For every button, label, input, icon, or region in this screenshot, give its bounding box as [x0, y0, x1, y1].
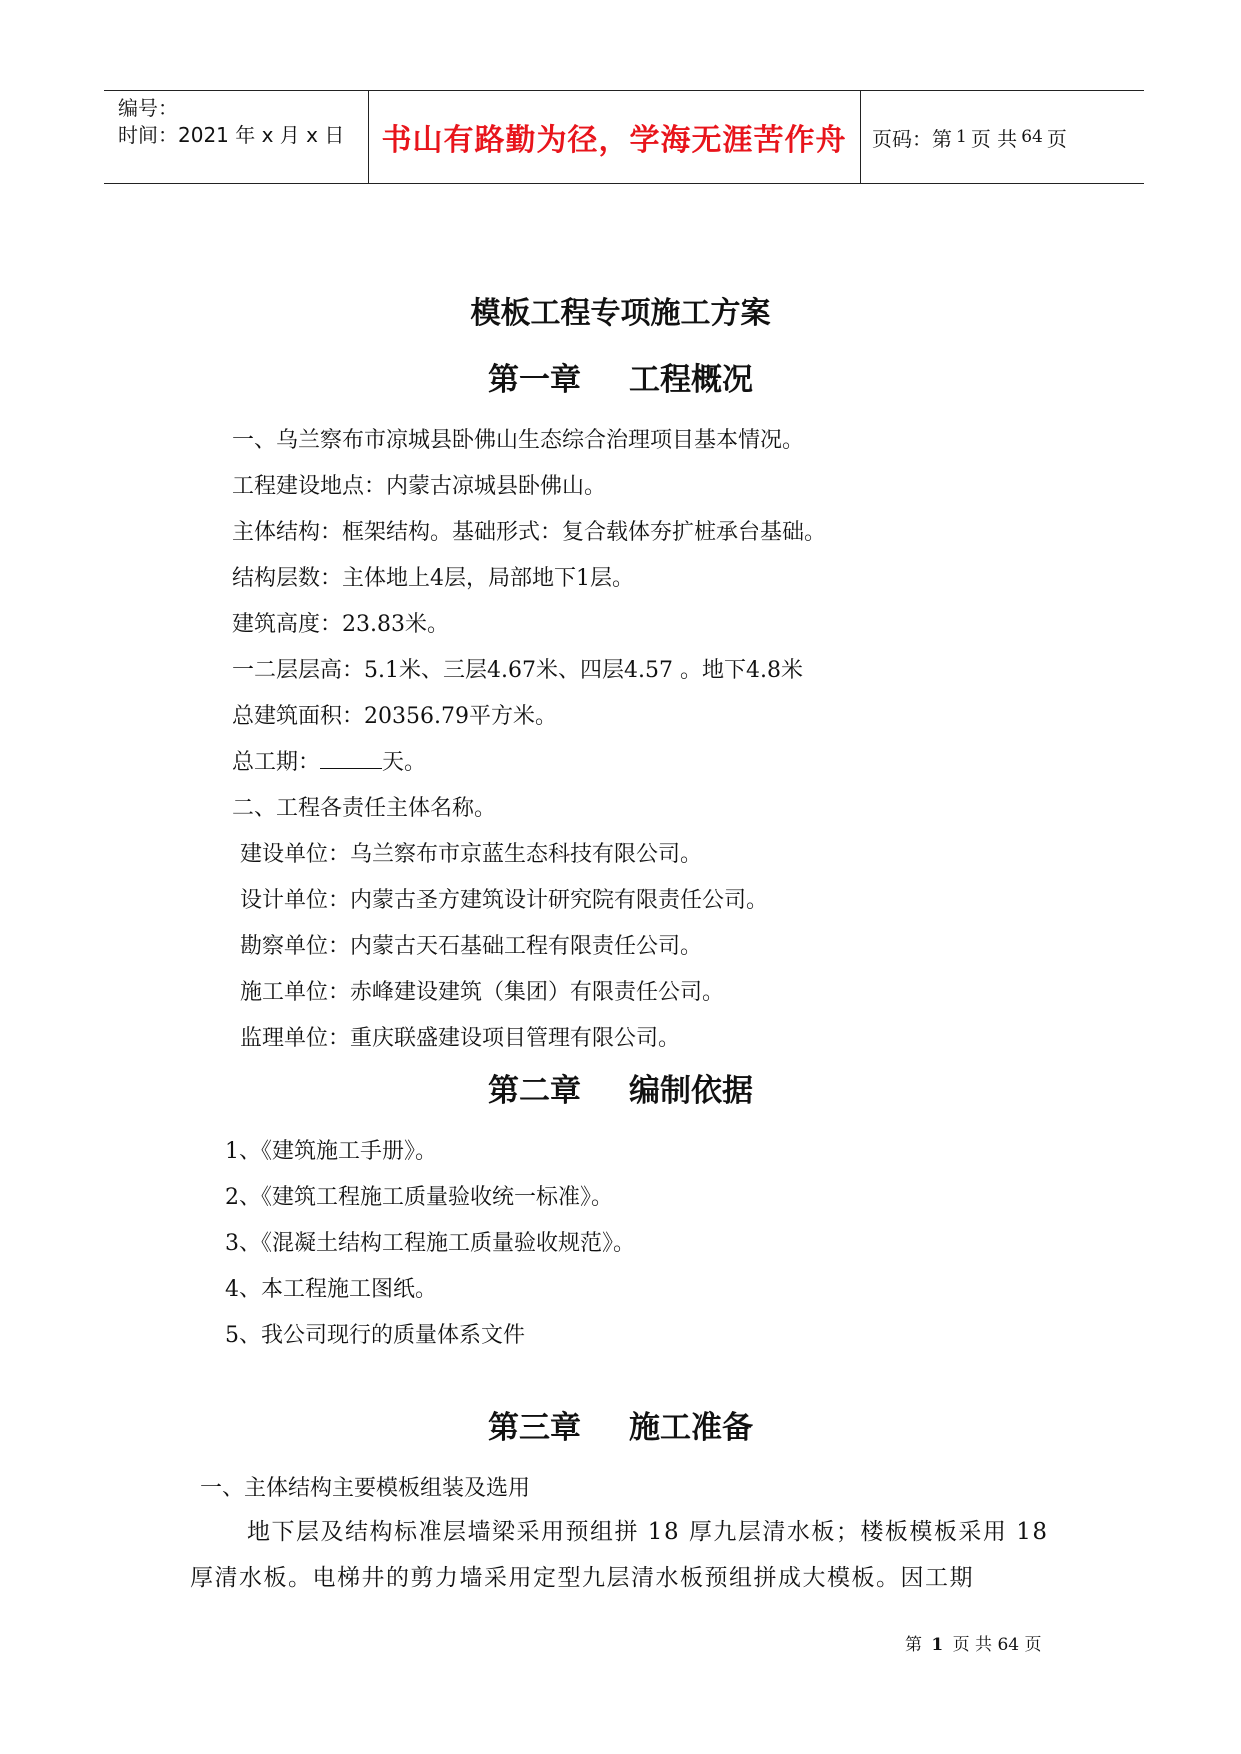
chapter-1-num: 第一章: [488, 362, 581, 398]
page-suffix: 页: [1046, 126, 1067, 151]
basis-item-5: 5、我公司现行的质量体系文件: [225, 1323, 525, 1348]
basis-item-1: 1、《建筑施工手册》。: [225, 1139, 437, 1164]
basis-item-3: 3、《混凝土结构工程施工质量验收规范》。: [225, 1231, 635, 1256]
chapter-3-name: 施工准备: [629, 1410, 753, 1446]
header-divider-right: [860, 91, 861, 183]
overview-line-5: 建筑高度：23.83米。: [232, 612, 449, 637]
footer-total: 64: [997, 1635, 1020, 1655]
overview-line-13: 施工单位：赤峰建设建筑（集团）有限责任公司。: [240, 980, 725, 1005]
total-period-blank: [320, 748, 382, 769]
chapter-2-heading: [0, 1065, 1241, 1110]
chapter-1-name: 工程概况: [629, 362, 753, 398]
prep-paragraph: 地下层及结构标准层墙梁采用预组拼 18 厚九层清水板；楼板模板采用 18 厚清水板。电梯井的剪力墙采用定型九层清水板预组拼成大模板。因工期: [190, 1519, 1049, 1591]
prep-section-1: 一、主体结构主要模板组装及选用: [200, 1476, 531, 1501]
overview-line-6: 一二层层高：5.1米、三层4.67米、四层4.57 。地下4.8米: [232, 658, 803, 683]
header-info: [118, 95, 358, 149]
chapter-3-num: 第三章: [488, 1410, 581, 1446]
footer-prefix: 第: [905, 1635, 922, 1655]
total-period-label: 总工期：: [232, 750, 321, 775]
page-current: 1: [956, 127, 967, 147]
chapter-2-name: 编制依据: [629, 1073, 753, 1109]
basis-item-2: 2、《建筑工程施工质量验收统一标准》。: [225, 1185, 613, 1210]
chapter-2-num: 第二章: [488, 1073, 581, 1109]
page-prefix: 页码：第: [872, 126, 952, 151]
header-page-info: [872, 91, 1067, 183]
total-period-unit: 天。: [382, 750, 427, 775]
overview-line-10: 建设单位：乌兰察布市京蓝生态科技有限公司。: [240, 842, 703, 867]
page-footer: [905, 1630, 1042, 1655]
overview-line-14: 监理单位：重庆联盛建设项目管理有限公司。: [240, 1026, 681, 1051]
page-mid: 页 共: [970, 126, 1018, 151]
overview-line-8: [232, 745, 426, 776]
header-table: [104, 90, 1144, 184]
page-total: 64: [1021, 127, 1043, 147]
overview-line-2: 工程建设地点：内蒙古凉城县卧佛山。: [232, 474, 607, 499]
footer-suffix: 页: [1024, 1635, 1042, 1655]
overview-line-12: 勘察单位：内蒙古天石基础工程有限责任公司。: [240, 934, 703, 959]
serial-label: 编号：: [118, 96, 178, 120]
footer-current: 1: [931, 1635, 944, 1655]
overview-line-4: 结构层数：主体地上4层，局部地下1层。: [232, 566, 634, 591]
overview-line-11: 设计单位：内蒙古圣方建筑设计研究院有限责任公司。: [240, 888, 769, 913]
overview-line-1: 一、乌兰察布市凉城县卧佛山生态综合治理项目基本情况。: [232, 428, 805, 453]
chapter-3-heading: [0, 1402, 1241, 1447]
footer-mid: 页 共: [952, 1635, 993, 1655]
overview-line-9: 二、工程各责任主体名称。: [232, 796, 497, 821]
time-label: 时间：2021 年 x 月 x 日: [118, 123, 345, 147]
basis-item-4: 4、本工程施工图纸。: [225, 1277, 437, 1302]
overview-line-7: 总建筑面积：20356.79平方米。: [232, 704, 557, 729]
overview-line-3: 主体结构：框架结构。基础形式：复合载体夯扩桩承台基础。: [232, 520, 827, 545]
document-title: 模板工程专项施工方案: [470, 296, 771, 331]
chapter-1-heading: [0, 354, 1241, 399]
header-motto: 书山有路勤为径，学海无涯苦作舟: [381, 123, 847, 158]
